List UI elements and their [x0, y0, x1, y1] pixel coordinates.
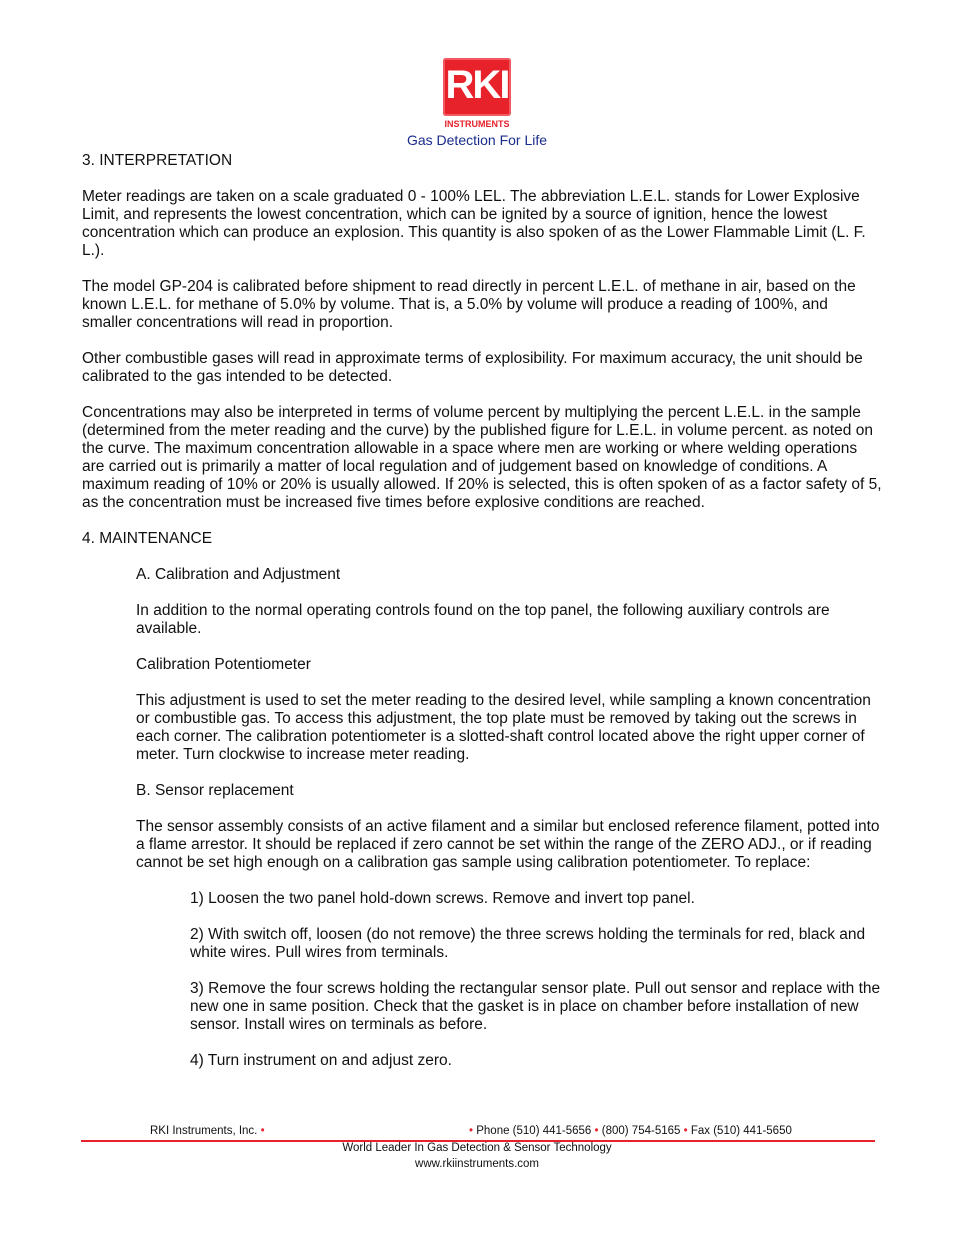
- step-item: 2) With switch off, loosen (do not remove) the three screws holding the terminals for red, black and white wires. Pull wires from terminals.: [190, 926, 866, 961]
- logo-text: RKI: [445, 63, 509, 107]
- fax-number: Fax (510) 441-5650: [690, 1125, 792, 1137]
- calibration-potentiometer-heading: Calibration Potentiometer: [136, 656, 311, 673]
- footer-slogan: World Leader In Gas Detection & Sensor Technology: [342, 1142, 612, 1154]
- paragraph: This adjustment is used to set the meter reading to the desired level, while sampling a known concentration or combustible gas. To access this adjustment, the top plate must be removed by taking out the screws in each corner. The calibration potentiometer is a slotted-shaft control located above the right upper corner of meter. Turn clockwise to increase meter reading.: [136, 692, 871, 763]
- step-item: 4) Turn instrument on and adjust zero.: [190, 1052, 452, 1069]
- paragraph: Concentrations may also be interpreted in terms of volume percent by multiplying the percent L.E.L. in the sample (determined from the meter reading and the curve) by the published figure for L.E.L. in volume percent. as noted on the curve. The maximum concentration allowable in a space where men are working or where welding operations are carried out is primarily a matter of local regulation and of judgement based on knowledge of conditions. A maximum reading of 10% or 20% is usually allowed. If 20% is selected, this is often spoken of as a factor safety of 5, as the concentration must be increased five times before explosive conditions are reached.: [82, 404, 882, 511]
- paragraph: Meter readings are taken on a scale graduated 0 - 100% LEL. The abbreviation L.E.L. stands for Lower Explosive Limit, and represents the lowest concentration, which can be ignited by a source of ignition, hence the lowest concentration which can produce an explosion. This quantity is also spoken of as the Lower Flammable Limit (L. F. L.).: [82, 188, 866, 259]
- bullet: •: [683, 1125, 688, 1137]
- paragraph: In addition to the normal operating controls found on the top panel, the following auxiliary controls are available.: [136, 602, 830, 637]
- rki-logo: [443, 58, 511, 116]
- bullet: •: [260, 1125, 265, 1137]
- logo-subtext: INSTRUMENTS: [444, 119, 510, 129]
- bullet: •: [469, 1125, 474, 1137]
- subsection-b-heading: B. Sensor replacement: [136, 782, 294, 799]
- tagline: Gas Detection For Life: [406, 132, 548, 148]
- company-name: RKI Instruments, Inc.: [150, 1125, 258, 1137]
- subsection-a-heading: A. Calibration and Adjustment: [136, 566, 341, 583]
- bullet: •: [594, 1125, 599, 1137]
- paragraph: The model GP-204 is calibrated before shipment to read directly in percent L.E.L. of methane in air, based on the known L.E.L. for methane of 5.0% by volume. That is, a 5.0% by volume will produce a reading of 100%, and smaller concentrations will read in proportion.: [82, 278, 856, 331]
- footer-company: [150, 1125, 265, 1137]
- footer-contacts: [469, 1125, 792, 1137]
- section-3-heading: 3. INTERPRETATION: [82, 152, 233, 169]
- section-4-heading: 4. MAINTENANCE: [82, 530, 213, 547]
- step-item: 3) Remove the four screws holding the rectangular sensor plate. Pull out sensor and replace with the new one in same position. Check that the gasket is in place on chamber before installation of new sensor. Install wires on terminals as before.: [190, 980, 881, 1033]
- phone-number: Phone (510) 441-5656: [476, 1125, 592, 1137]
- step-item: 1) Loosen the two panel hold-down screws. Remove and invert top panel.: [190, 890, 695, 907]
- tollfree-number: (800) 754-5165: [601, 1125, 681, 1137]
- document-body: [82, 152, 882, 1088]
- footer-website: www.rkiinstruments.com: [415, 1158, 539, 1170]
- paragraph: The sensor assembly consists of an active filament and a similar but enclosed reference filament, potted into a flame arrestor. It should be replaced if zero cannot be set within the range of the ZERO ADJ., or if reading cannot be set high enough on a calibration gas sample using calibration potentiometer. To replace:: [136, 818, 880, 871]
- paragraph: Other combustible gases will read in approximate terms of explosibility. For maximum accuracy, the unit should be calibrated to the gas intended to be detected.: [82, 350, 863, 385]
